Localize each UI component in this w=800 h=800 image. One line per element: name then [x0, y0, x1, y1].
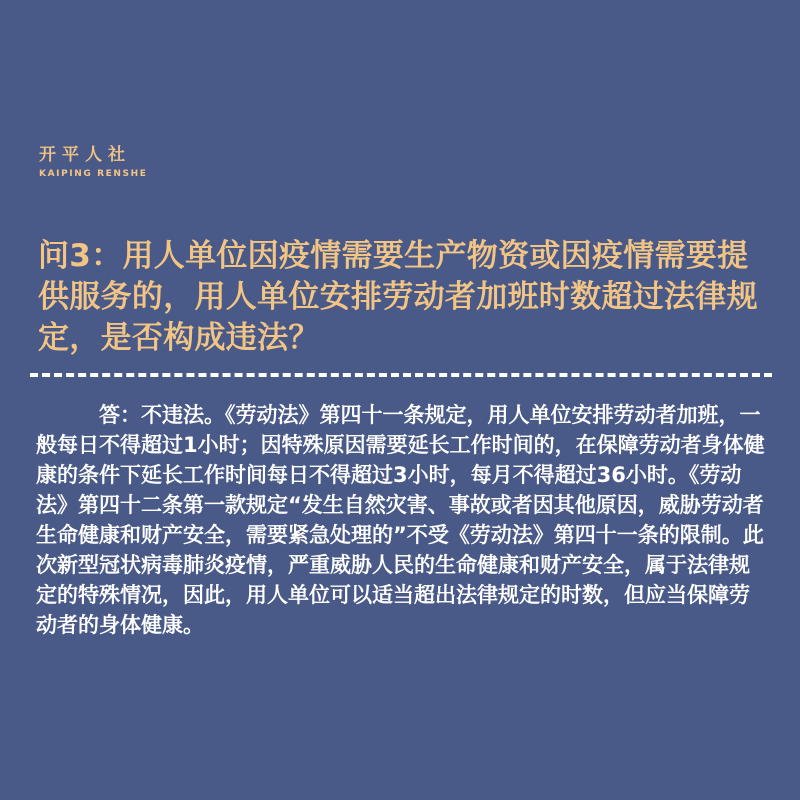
answer-paragraph: 答：不违法。《劳动法》第四十一条规定，用人单位安排劳动者加班，一般每日不得超过1小时；因特殊原因需要延长工作时间的，在保障劳动者身体健康的条件下延长工作时间每日不得超过3小时，每月不得超过36小时。《劳动法》第四十二条第一款规定“发生自然灾害、事故或者因其他原因，威胁劳动者生命健康和财产安全，需要紧急处理的”不受《劳动法》第四十一条的限制。此次新型冠状病毒肺炎疫情，严重威胁人民的生命健康和财产安全，属于法律规定的特殊情况，因此，用人单位可以适当超出法律规定的时数，但应当保障劳动者的身体健康。	[36, 403, 765, 637]
logo-chinese-text: 开平人社	[39, 145, 131, 165]
question-heading: 问3：用人单位因疫情需要生产物资或因疫情需要提供服务的，用人单位安排劳动者加班时数超过法律规定，是否构成违法？	[38, 238, 758, 356]
logo-english-text: KAIPING RENSHE	[39, 169, 148, 179]
dashed-divider	[30, 373, 772, 377]
brand-logo	[39, 145, 147, 180]
